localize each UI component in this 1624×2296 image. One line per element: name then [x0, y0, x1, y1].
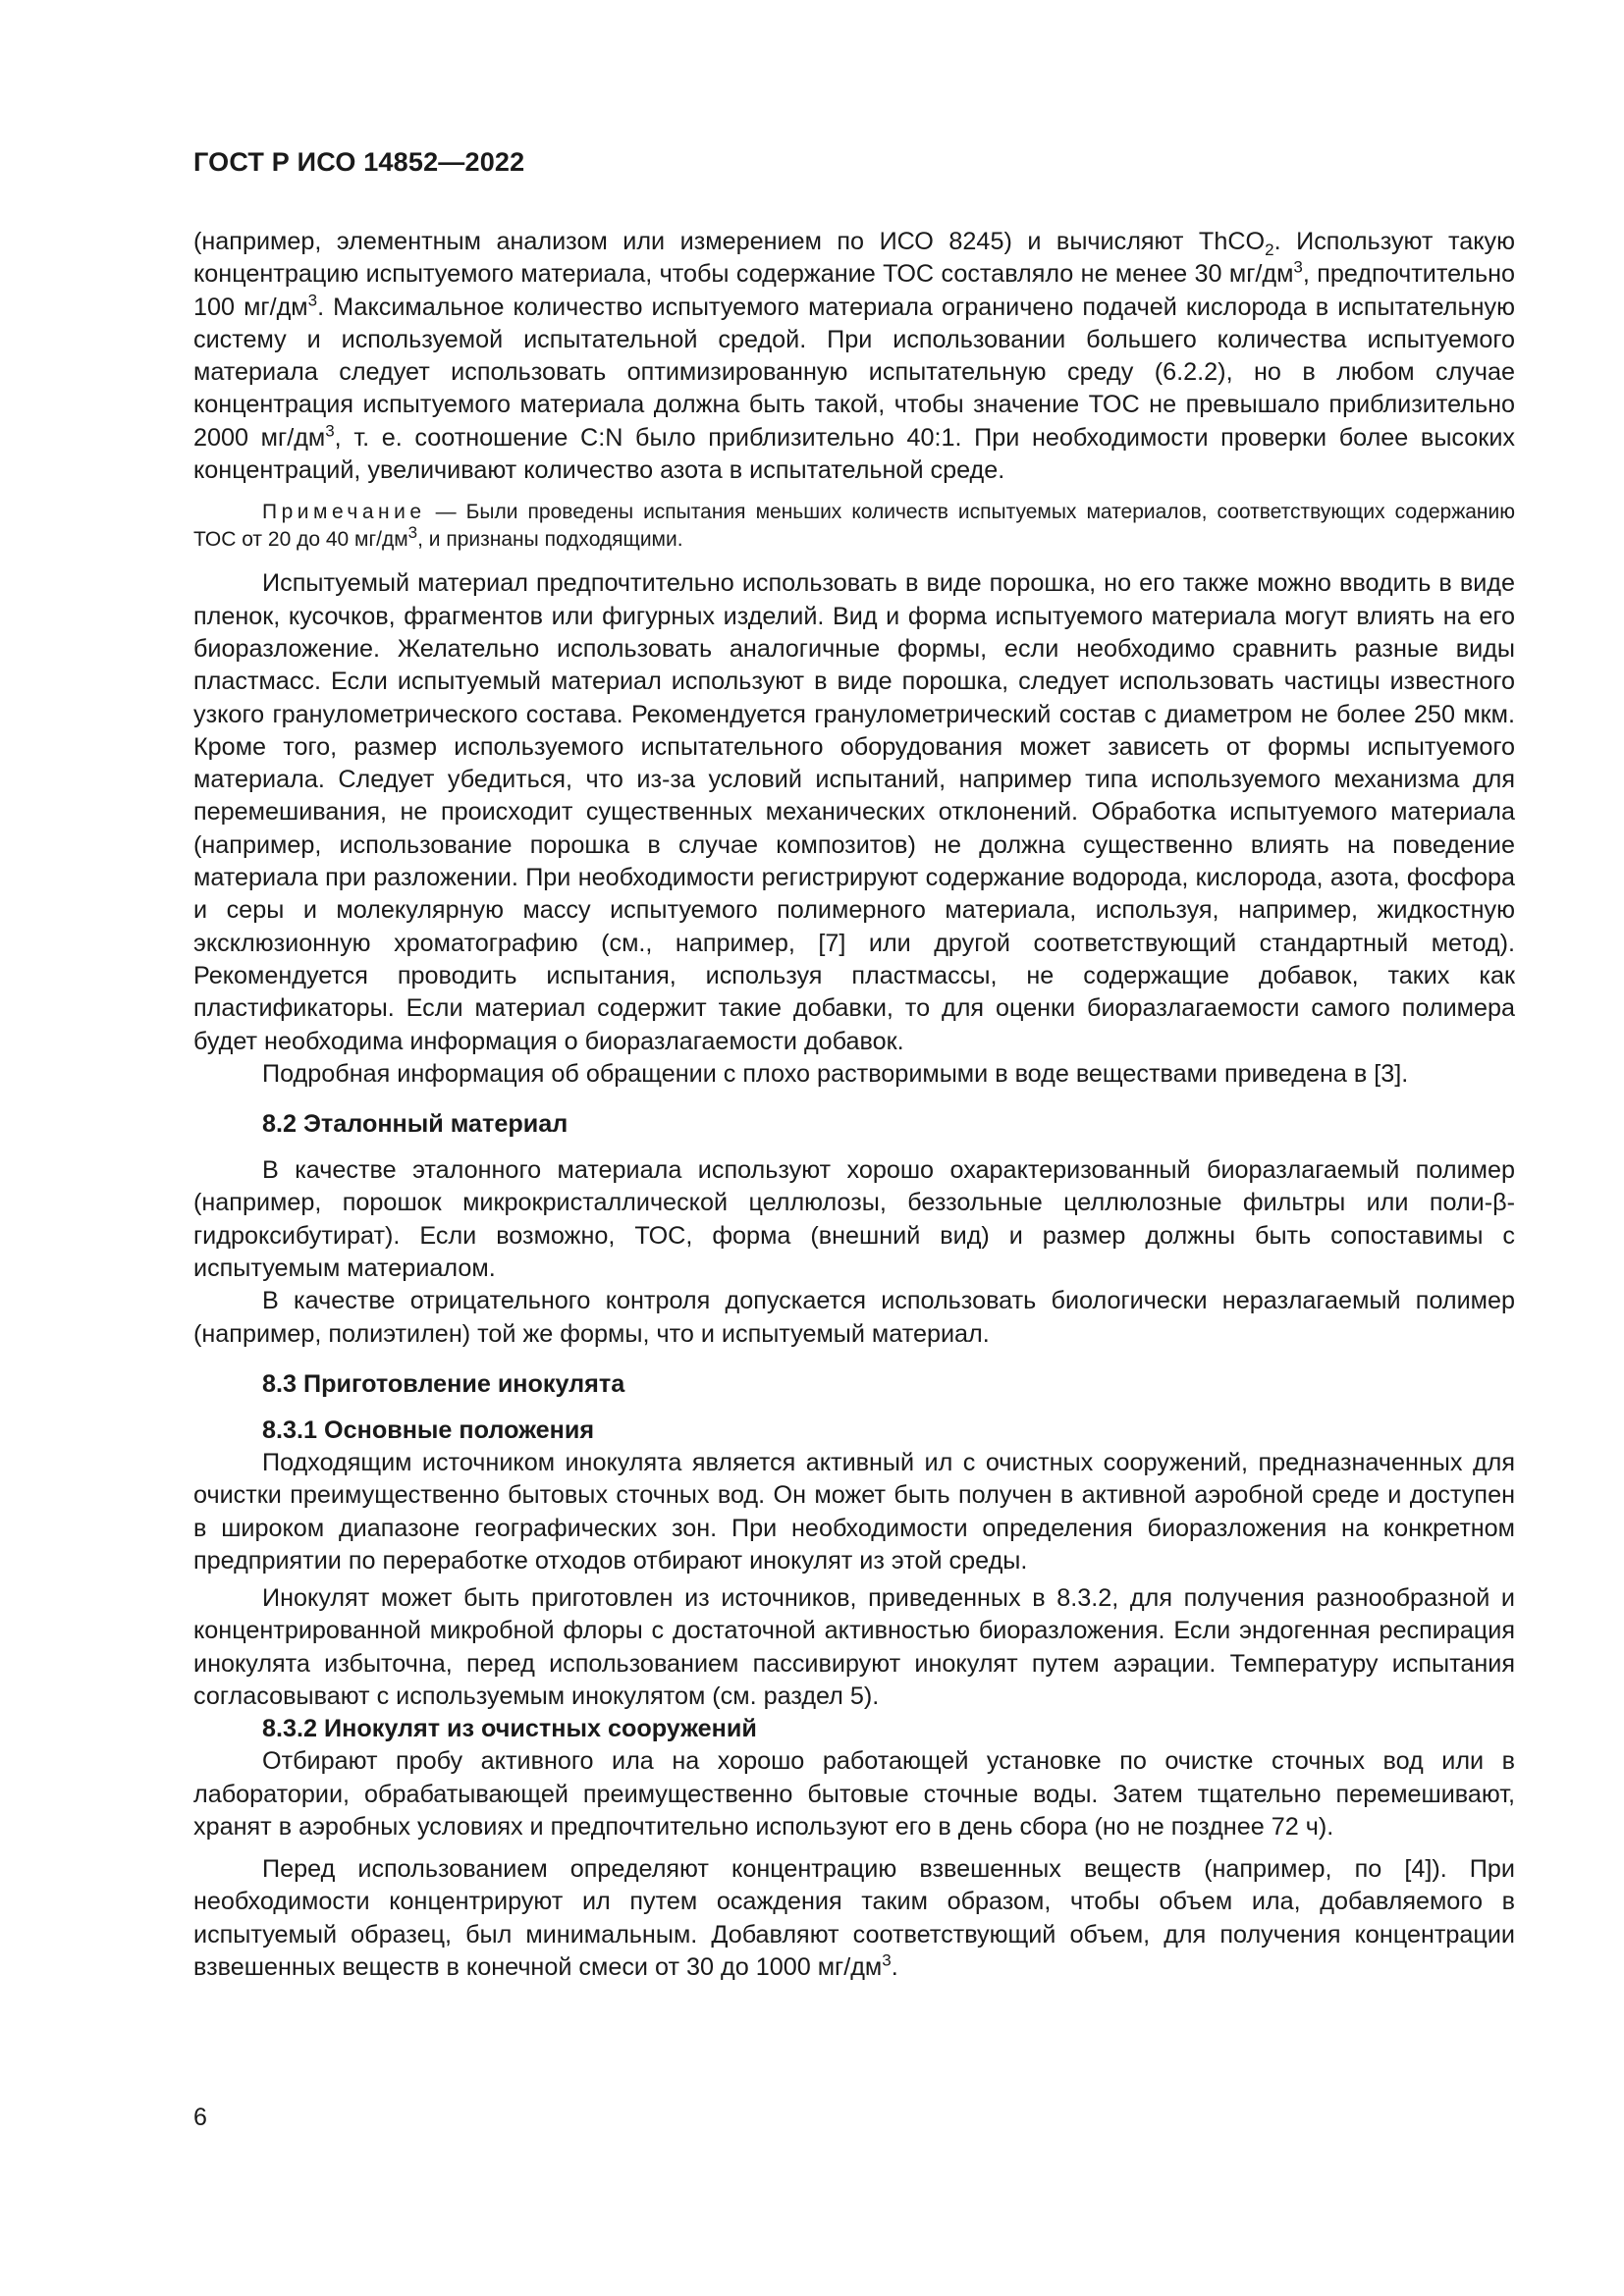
superscript: 3	[407, 523, 418, 543]
paragraph-sludge-sampling: Отбирают пробу активного ила на хорошо работающей установке по очистке сточных вод или в лаборатории, обрабатывающей преимущественно бытовые сточные воды. Затем тщательно перемешивают, хранят в аэробных условиях и предпочтительно используют его в день сбора (но не позднее 72 ч).	[193, 1747, 1515, 1841]
text-run: . Максимальное количество испытуемого материала ограничено подачей кислорода в испытательную систему и используемой испытательной средой. При использовании большего количества испытуемого материала следует использовать оптимизированную испытательную среду (6.2.2), но в любом случае концентрация испытуемого материала должна быть такой, чтобы значение ТОС не превышало приблизительно 2000 мг/дм	[193, 293, 1515, 452]
page-number: 6	[193, 2104, 207, 2131]
text-run: , и признаны подходящими.	[417, 528, 683, 552]
paragraph-inoculum-source: Подходящим источником инокулята является активный ил с очистных сооружений, предназначенных для очистки преимущественно бытовых сточных вод. Он может быть получен в активной аэробной среде и доступен в широком диапазоне географических зон. При необходимости определения биоразложения на конкретном предприятии по переработке отходов отбирают инокулят из этой среды.	[193, 1448, 1515, 1575]
paragraph-test-material-concentration	[193, 226, 1515, 487]
subscript: 2	[1265, 240, 1274, 260]
section-heading-8-3: 8.3 Приготовление инокулята	[262, 1369, 625, 1398]
text-run: .	[891, 1953, 898, 1982]
paragraph-suspended-solids	[193, 1853, 1515, 1984]
superscript: 3	[882, 1950, 892, 1970]
document-body	[193, 226, 1515, 1984]
section-heading-8-3-2: 8.3.2 Инокулят из очистных сооружений	[262, 1715, 757, 1743]
paragraph-reference-material: В качестве эталонного материала используют хорошо охарактеризованный биоразлагаемый полимер (например, порошок микрокристаллической целлюлозы, беззольные целлюлозные фильтры или поли-β-гидроксибутират). Если возможно, ТОС, форма (внешний вид) и размер должны быть сопоставимы с испытуемым материалом.	[193, 1156, 1515, 1283]
section-heading-8-2: 8.2 Эталонный материал	[262, 1110, 568, 1139]
superscript: 3	[307, 291, 318, 310]
section-heading-8-3-1: 8.3.1 Основные положения	[262, 1415, 595, 1444]
paragraph-poorly-soluble-reference: Подробная информация об обращении с плохо растворимыми в воде веществами приведена в [3].	[262, 1059, 1409, 1088]
text-run: , т. е. соотношение C:N было приблизительно 40:1. При необходимости проверки более высоких концентраций, увеличивают количество азота в испытательной среде.	[193, 423, 1515, 485]
paragraph-inoculum-preparation: Инокулят может быть приготовлен из источников, приведенных в 8.3.2, для получения разнообразной и концентрированной микробной флоры с достаточной активностью биоразложения. Если эндогенная респирация инокулята избыточна, перед использованием пассивируют инокулят путем аэрации. Температуру испытания согласовывают с используемым инокулятом (см. раздел 5).	[193, 1584, 1515, 1710]
text-run: . Используют такую концентрацию испытуемого материала, чтобы содержание ТОС составляло не менее 30 мг/дм	[193, 228, 1515, 289]
note-paragraph	[193, 499, 1515, 554]
text-run: — Были проведены испытания меньших количеств испытуемых материалов, соответствующих содержанию ТОС от 20 до 40 мг/дм	[193, 501, 1515, 552]
document-header: ГОСТ Р ИСО 14852—2022	[193, 147, 525, 177]
superscript: 3	[1293, 257, 1303, 277]
text-run: , предпочтительно 100 мг/дм	[193, 260, 1515, 321]
text-run: (например, элементным анализом или измерением по ИСО 8245) и вычисляют ThCO	[193, 228, 1266, 255]
text-run: Перед использованием определяют концентрацию взвешенных веществ (например, по [4]). При необходимости концентрируют ил путем осаждения таким образом, чтобы объем ила, добавляемого в испытуемый образец, был минимальным. Добавляют соответствующий объем, для получения концентрации взвешенных веществ в конечной смеси от 30 до 1000 мг/дм	[193, 1855, 1515, 1982]
superscript: 3	[325, 421, 335, 441]
note-label: Примечание	[262, 501, 426, 524]
paragraph-test-material-form: Испытуемый материал предпочтительно использовать в виде порошка, но его также можно вводить в виде пленок, кусочков, фрагментов или фигурных изделий. Вид и форма испытуемого материала могут влиять на его биоразложение. Желательно использовать аналогичные формы, если необходимо сравнить разные виды пластмасс. Если испытуемый материал используют в виде порошка, следует использовать частицы известного узкого гранулометрического состава. Рекомендуется гранулометрический состав с диаметром не более 250 мкм. Кроме того, размер используемого испытательного оборудования может зависеть от формы испытуемого материала. Следует убедиться, что из-за условий испытаний, например типа используемого механизма для перемешивания, не происходит существенных механических отклонений. Обработка испытуемого материала (например, использование порошка в случае композитов) не должна существенно влиять на поведение материала при разложении. При необходимости регистрируют содержание водорода, кислорода, азота, фосфора и серы и молекулярную массу испытуемого полимерного материала, используя, например, жидкостную эксклюзионную хроматографию (см., например, [7] или другой соответствующий стандартный метод). Рекомендуется проводить испытания, используя пластмассы, не содержащие добавок, таких как пластификаторы. Если материал содержит такие добавки, то для оценки биоразлагаемости самого полимера будет необходима информация о биоразлагаемости добавок.	[193, 569, 1515, 1055]
paragraph-negative-control: В качестве отрицательного контроля допускается использовать биологически неразлагаемый полимер (например, полиэтилен) той же формы, что и испытуемый материал.	[193, 1287, 1515, 1348]
